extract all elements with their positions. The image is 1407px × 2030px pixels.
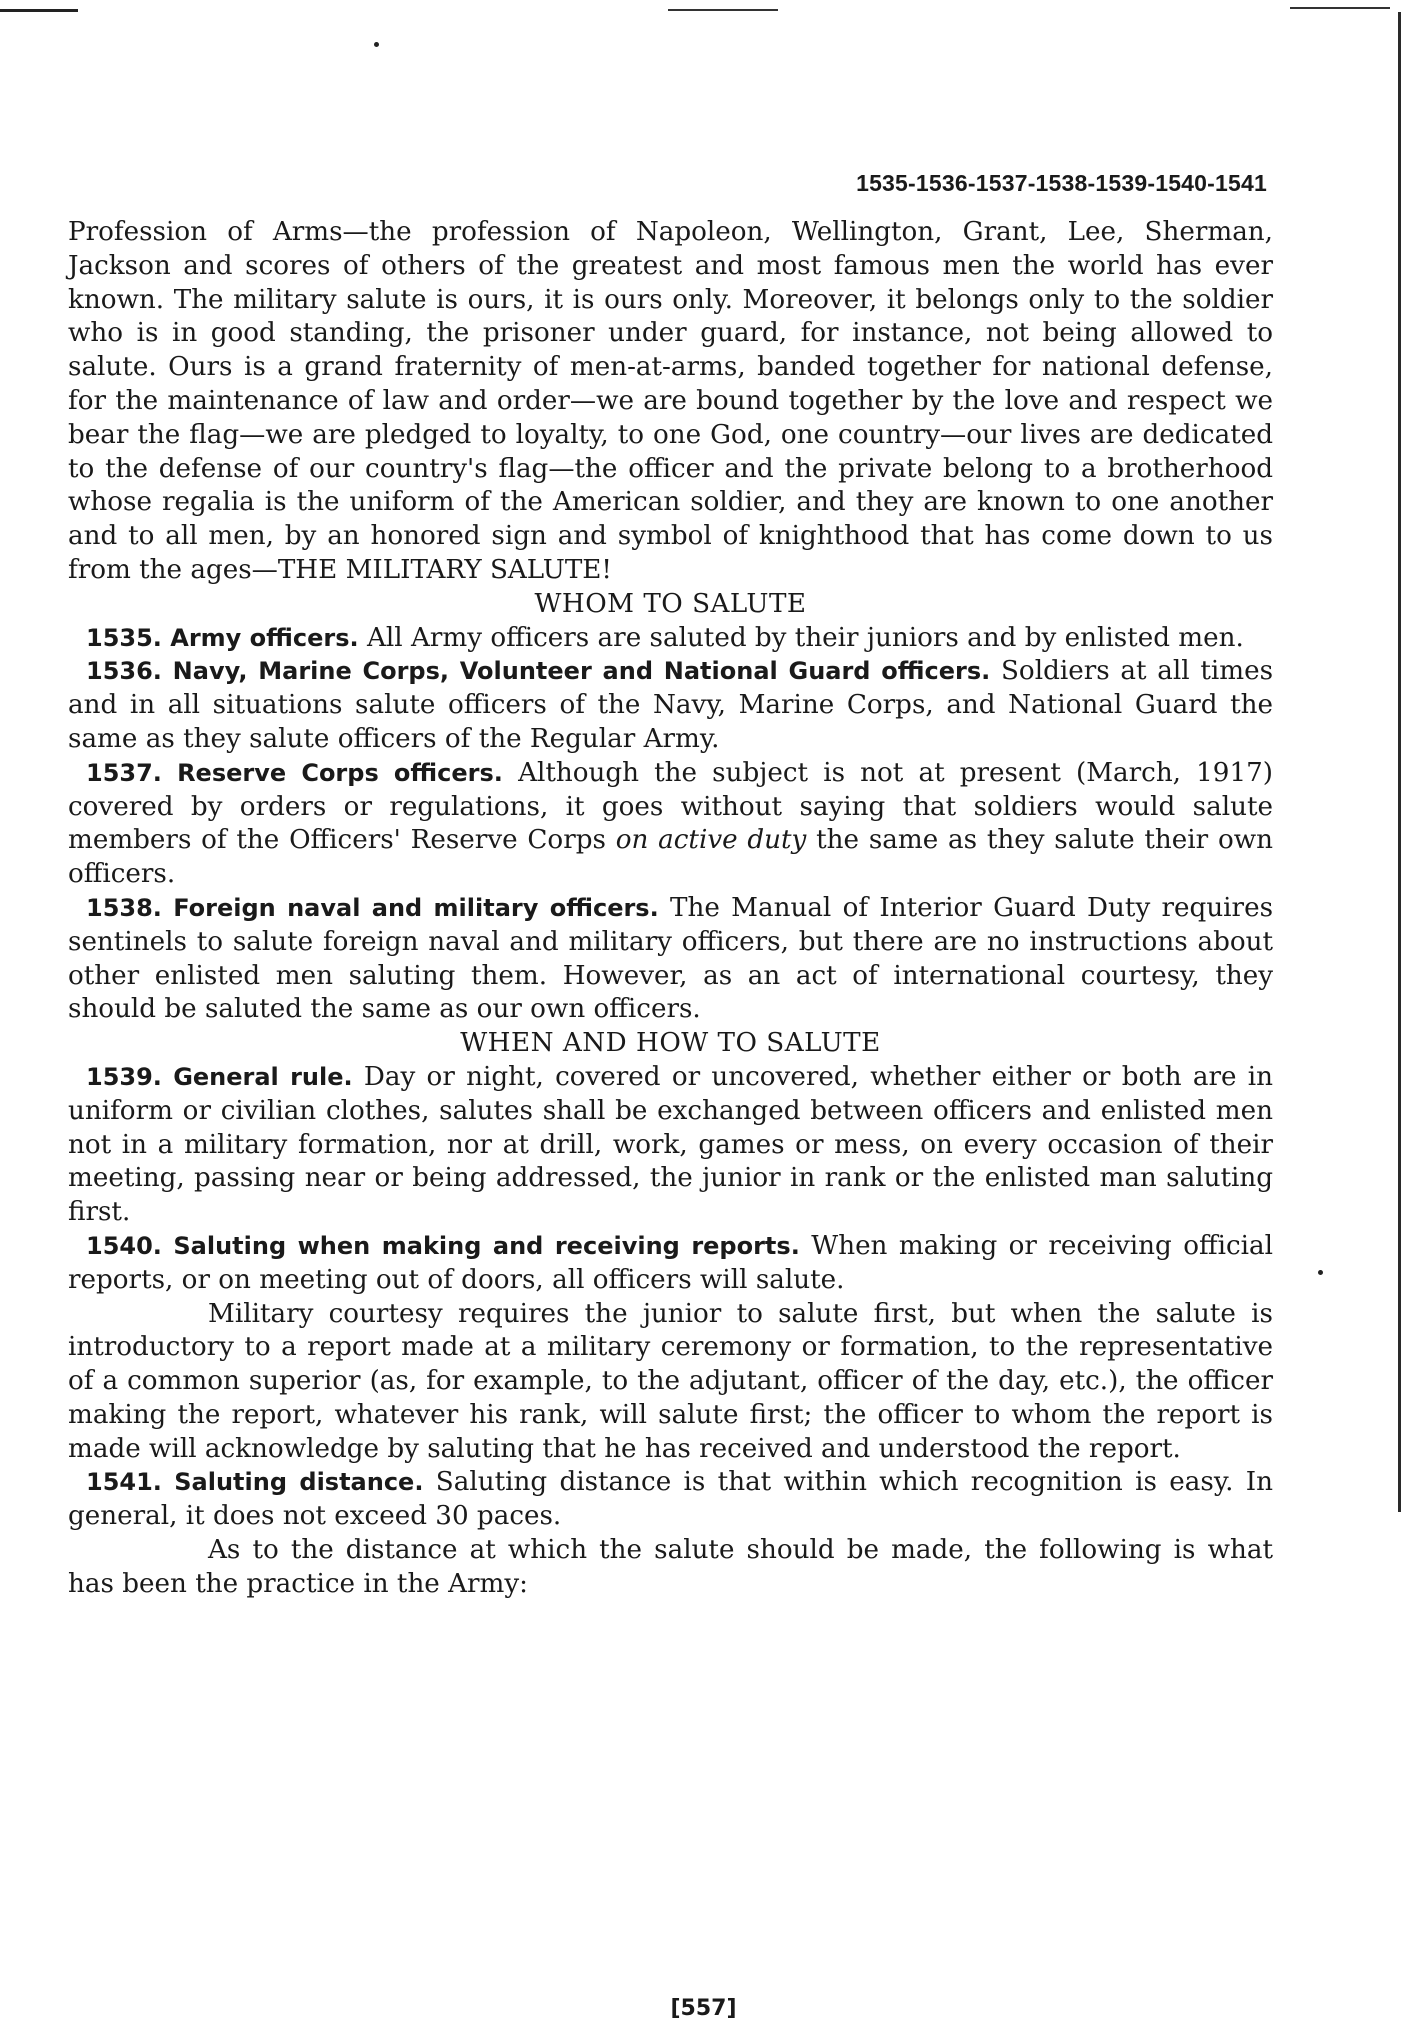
intro-paragraph: Profession of Arms—the profession of Napoleon, Wellington, Grant, Lee, Sherman, Jackson and scores of others of the greatest and most famous men the world has ever known. The military salute is ours, it is ours only. Moreover, it belongs only to the soldier who is in good standing, the prisoner under guard, for instance, not being allowed to salute. Ours is a grand fraternity of men-at-arms, banded together for national defense, for the maintenance of law and order—we are bound together by the love and respect we bear the flag—we are pledged to loyalty, to one God, one country—our lives are dedicated to the defense of our country's flag—the officer and the private belong to a brotherhood whose regalia is the uniform of the American soldier, and they are known to one another and to all men, by an honored sign and symbol of knighthood that has come down to us from the ages—THE MILITARY SALUTE! (68, 217, 1273, 585)
page-body (68, 216, 1273, 1602)
top-right-rule (1290, 7, 1390, 9)
top-center-rule (668, 9, 778, 11)
section-text: Although the subject is not at present (March, 1917) covered by orders or regulations, it goes without saying that soldiers would salute members of the Officers' Reserve Corps (68, 757, 1274, 856)
paragraph-1539 (68, 1061, 1273, 1230)
paragraph-1540-continued: Military courtesy requires the junior to salute first, but when the salute is introductory to a report made at a military ceremony or formation, to the representative of a common superior (as, for example, to the adjutant, officer of the day, etc.), the officer making the report, whatever his rank, will salute first; the officer to whom the report is made will acknowledge by saluting that he has received and understood the report. (68, 1298, 1273, 1464)
paragraph-1535 (68, 622, 1273, 656)
section-text-italic: on active duty (615, 825, 807, 856)
section-number: 1536. (86, 657, 162, 686)
heading-when-and-how-to-salute: WHEN AND HOW TO SALUTE (460, 1028, 881, 1059)
section-text: All Army officers are saluted by their juniors and by enlisted men. (367, 622, 1244, 653)
section-text: Soldiers at all times and in all situations salute officers of the Navy, Marine Corps, and National Guard the same as they salute officers of the Regular Army. (68, 656, 1274, 754)
speck-mark (374, 42, 379, 47)
paragraph-1537 (68, 757, 1273, 892)
section-number: 1539. (86, 1062, 162, 1091)
paragraph-1538 (68, 892, 1273, 1027)
section-label: Navy, Marine Corps, Volunteer and National Guard officers. (172, 657, 991, 686)
section-text: When making or receiving official reports, or on meeting out of doors, all officers will salute. (68, 1230, 1273, 1295)
section-text: Saluting distance is that within which recognition is easy. In general, it does not exceed 30 paces. (68, 1467, 1274, 1532)
section-text: the same as they salute their own officers. (68, 825, 1274, 890)
page-edge-line (1398, 12, 1401, 1512)
heading-whom-to-salute: WHOM TO SALUTE (534, 588, 807, 619)
section-number: 1538. (86, 893, 162, 922)
section-label: Foreign naval and military officers. (173, 893, 659, 922)
page-number: [557] (670, 1996, 737, 2021)
section-label: Reserve Corps officers. (177, 758, 503, 787)
paragraph-1541-continued: As to the distance at which the salute should be made, the following is what has been the practice in the Army: (68, 1535, 1273, 1599)
section-label: Saluting distance. (174, 1468, 424, 1497)
paragraph-1536 (68, 655, 1273, 756)
running-header: 1535-1536-1537-1538-1539-1540-1541 (856, 170, 1267, 196)
top-left-rule (0, 9, 78, 12)
section-number: 1537. (86, 758, 162, 787)
section-label: Army officers. (170, 623, 359, 652)
section-text: The Manual of Interior Guard Duty requires sentinels to salute foreign naval and military officers, but there are no instructions about other enlisted men saluting them. However, as an act of international courtesy, they should be saluted the same as our own officers. (68, 892, 1274, 1025)
section-number: 1541. (86, 1468, 162, 1497)
section-text: Day or night, covered or uncovered, whether either or both are in uniform or civilian clothes, salutes shall be exchanged between officers and enlisted men not in a military formation, nor at drill, work, games or mess, on every occasion of their meeting, passing near or being addressed, the junior in rank or the enlisted man saluting first. (68, 1061, 1274, 1228)
section-label: Saluting when making and receiving reports. (173, 1231, 800, 1260)
section-number: 1535. (86, 623, 162, 652)
speck-mark (1318, 1270, 1323, 1275)
paragraph-1540 (68, 1230, 1273, 1298)
section-label: General rule. (173, 1062, 353, 1091)
section-number: 1540. (86, 1231, 162, 1260)
paragraph-1541 (68, 1466, 1273, 1534)
